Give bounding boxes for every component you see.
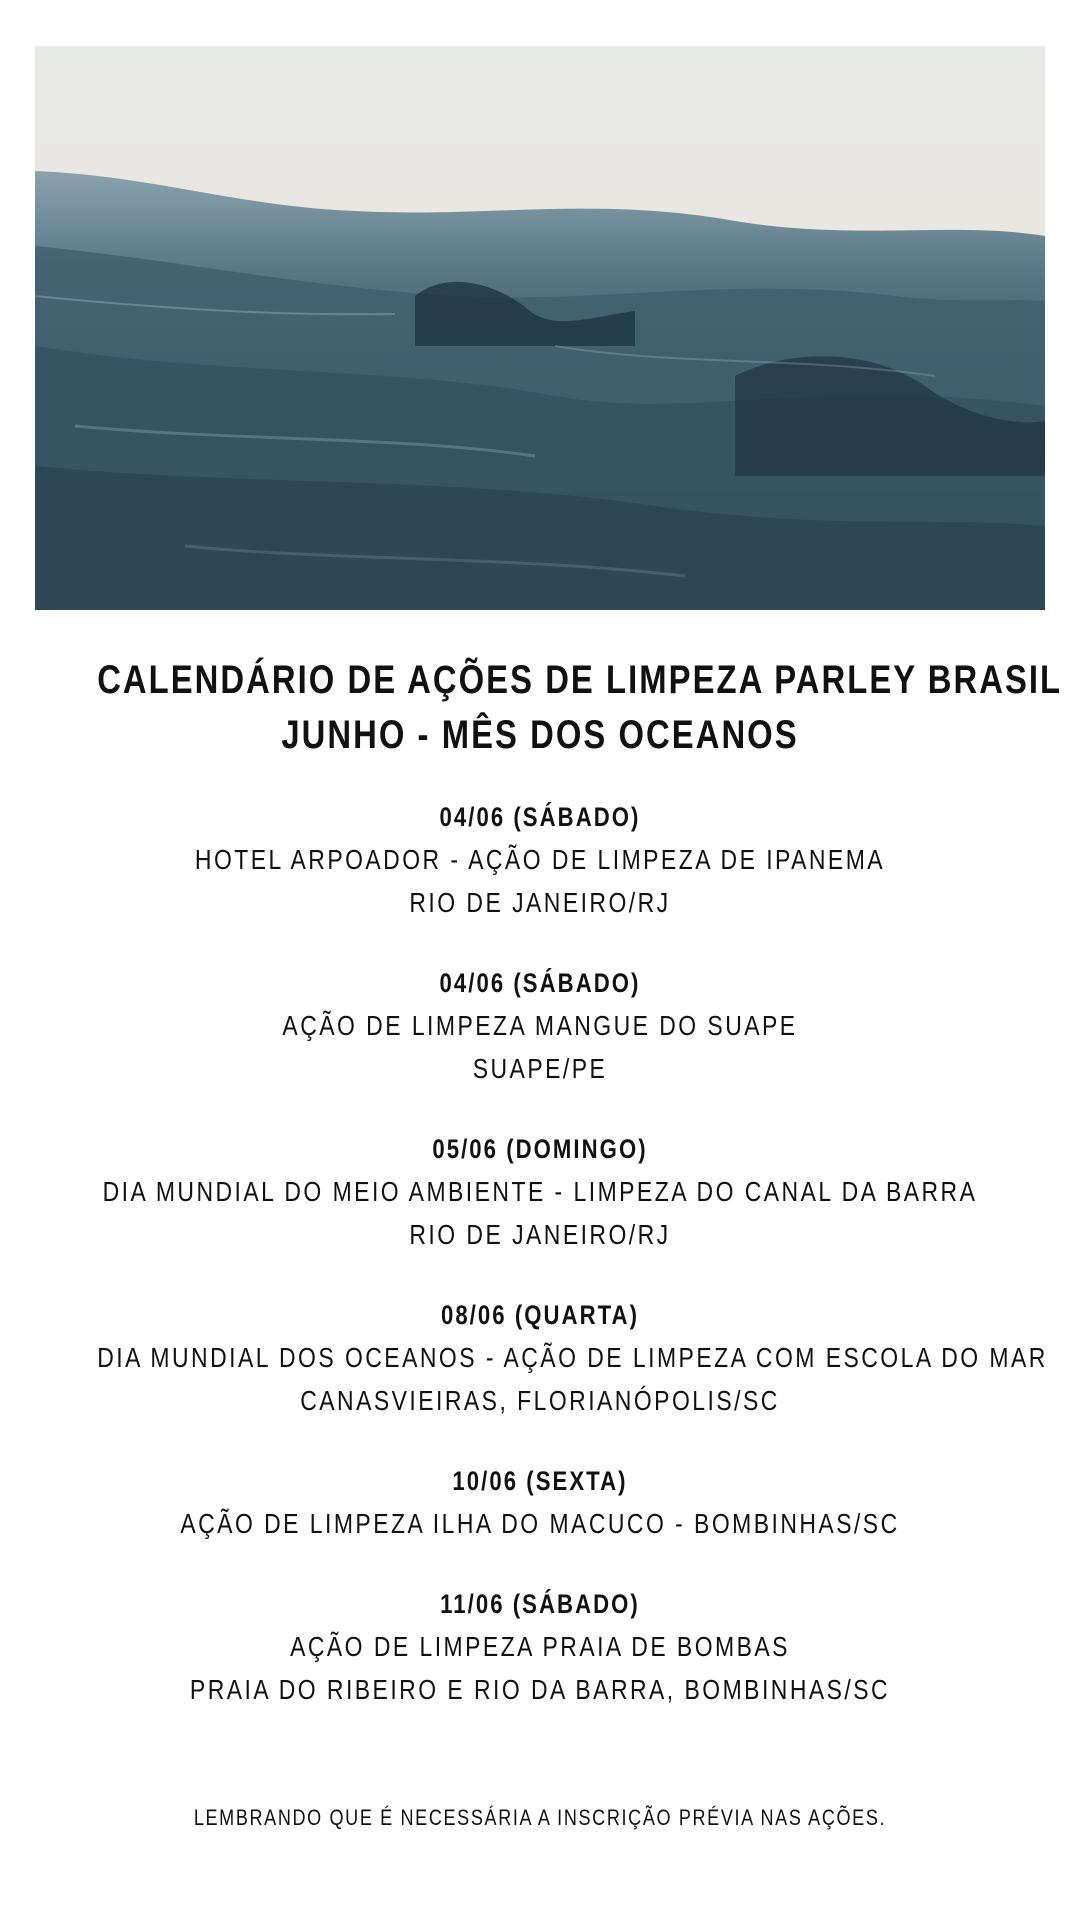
event-item xyxy=(0,1460,1080,1545)
event-item xyxy=(0,1583,1080,1711)
event-location: RIO DE JANEIRO/RJ xyxy=(409,887,671,918)
event-date: 04/06 (SÁBADO) xyxy=(439,968,641,998)
event-title: AÇÃO DE LIMPEZA MANGUE DO SUAPE xyxy=(282,1010,798,1041)
event-date: 11/06 (SÁBADO) xyxy=(440,1589,640,1619)
registration-note: LEMBRANDO QUE É NECESSÁRIA A INSCRIÇÃO PRÉVIA NAS AÇÕES. xyxy=(193,1805,887,1830)
event-location: SUAPE/PE xyxy=(472,1053,608,1084)
page-title-line-1: CALENDÁRIO DE AÇÕES DE LIMPEZA PARLEY BRASIL xyxy=(97,658,1063,702)
page-title-line-2: JUNHO - MÊS DOS OCEANOS xyxy=(281,713,799,757)
event-date: 08/06 (QUARTA) xyxy=(440,1300,640,1330)
event-location: RIO DE JANEIRO/RJ xyxy=(409,1219,671,1250)
event-item xyxy=(0,796,1080,924)
event-date: 05/06 (DOMINGO) xyxy=(432,1134,648,1164)
event-title: DIA MUNDIAL DO MEIO AMBIENTE - LIMPEZA DO CANAL DA BARRA xyxy=(102,1176,978,1207)
events-list xyxy=(0,796,1080,1711)
event-item xyxy=(0,1294,1080,1422)
event-title: AÇÃO DE LIMPEZA ILHA DO MACUCO - BOMBINHAS/SC xyxy=(180,1508,900,1539)
event-title: DIA MUNDIAL DOS OCEANOS - AÇÃO DE LIMPEZA COM ESCOLA DO MAR xyxy=(97,1342,1048,1373)
event-title: AÇÃO DE LIMPEZA PRAIA DE BOMBAS xyxy=(290,1631,790,1662)
event-title: HOTEL ARPOADOR - AÇÃO DE LIMPEZA DE IPANEMA xyxy=(194,844,886,875)
event-date: 10/06 (SEXTA) xyxy=(452,1466,628,1496)
event-date: 04/06 (SÁBADO) xyxy=(439,802,641,832)
event-location: CANASVIEIRAS, FLORIANÓPOLIS/SC xyxy=(300,1385,780,1416)
ocean-hero-image xyxy=(35,46,1045,610)
event-item xyxy=(0,1128,1080,1256)
event-item xyxy=(0,962,1080,1090)
event-location: PRAIA DO RIBEIRO E RIO DA BARRA, BOMBINHAS/SC xyxy=(189,1674,891,1705)
